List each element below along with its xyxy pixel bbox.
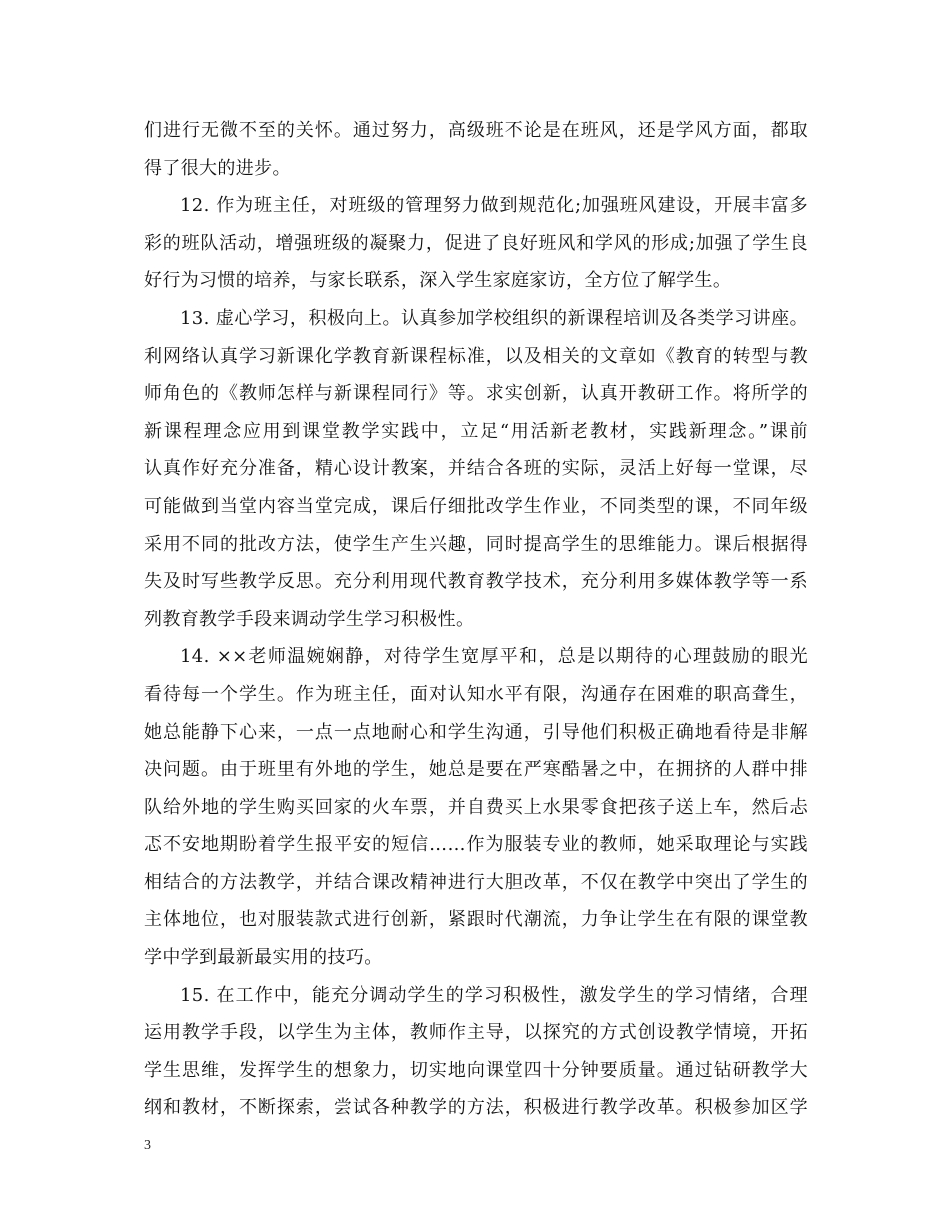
text-line: 彩的班队活动，增强班级的凝聚力，促进了良好班风和学风的形成;加强了学生良 [144,232,808,254]
text-line: 们进行无微不至的关怀。通过努力，高级班不论是在班风，还是学风方面，都取 [144,120,808,141]
text-line: 队给外地的学生购买回家的火车票，并自费买上水果零食把孩子送上车，然后忐 [144,796,808,818]
document-body [144,112,808,1127]
text-line: 纲和教材，不断探索，尝试各种教学的方法，积极进行教学改革。积极参加区学 [144,1097,808,1119]
text-line: 认真作好充分准备，精心设计教案，并结合各班的实际，灵活上好每一堂课，尽 [144,458,808,480]
text-line: 列教育教学手段来调动学生学习积极性。 [144,608,475,630]
text-line: 好行为习惯的培养，与家长联系，深入学生家庭家访，全方位了解学生。 [144,270,732,292]
text-line: 14. ××老师温婉娴静，对待学生宽厚平和，总是以期待的心理鼓励的眼光 [180,646,808,668]
text-line: 失及时写些教学反思。充分利用现代教育教学技术，充分利用多媒体教学等一系 [144,571,808,593]
page-number: 3 [144,1138,151,1153]
text-line: 新课程理念应用到课堂教学实践中，立足“用活新老教材，实践新理念。”课前 [144,420,808,442]
text-line: 忑不安地期盼着学生报平安的短信……作为服装专业的教师，她采取理论与实践 [144,834,808,856]
text-line: 师角色的《教师怎样与新课程同行》等。求实创新，认真开教研工作。将所学的 [144,383,808,405]
text-line: 13. 虚心学习，积极向上。认真参加学校组织的新课程培训及各类学习讲座。 [180,307,808,329]
text-line: 相结合的方法教学，并结合课改精神进行大胆改革，不仅在教学中突出了学生的 [144,871,808,893]
text-line: 主体地位，也对服装款式进行创新，紧跟时代潮流，力争让学生在有限的课堂教 [144,909,808,931]
text-line: 得了很大的进步。 [144,157,291,179]
text-line: 12. 作为班主任，对班级的管理努力做到规范化;加强班风建设，开展丰富多 [180,195,808,217]
text-line: 运用教学手段，以学生为主体，教师作主导，以探究的方式创设教学情境，开拓 [144,1022,808,1044]
text-line: 15. 在工作中，能充分调动学生的学习积极性，激发学生的学习情绪，合理 [180,984,808,1006]
text-line: 她总能静下心来，一点一点地耐心和学生沟通，引导他们积极正确地看待是非解 [144,721,808,743]
text-line: 学中学到最新最实用的技巧。 [144,947,383,969]
text-line: 采用不同的批改方法，使学生产生兴趣，同时提高学生的思维能力。课后根据得 [144,533,808,555]
text-line: 决问题。由于班里有外地的学生，她总是要在严寒酷暑之中，在拥挤的人群中排 [144,759,808,781]
text-line: 利网络认真学习新课化学教育新课程标准，以及相关的文章如《教育的转型与教 [144,345,808,367]
text-line: 学生思维，发挥学生的想象力，切实地向课堂四十分钟要质量。通过钻研教学大 [144,1059,808,1081]
text-line: 看待每一个学生。作为班主任，面对认知水平有限，沟通存在困难的职高聋生， [144,683,808,705]
text-line: 可能做到当堂内容当堂完成，课后仔细批改学生作业，不同类型的课，不同年级 [144,495,808,517]
